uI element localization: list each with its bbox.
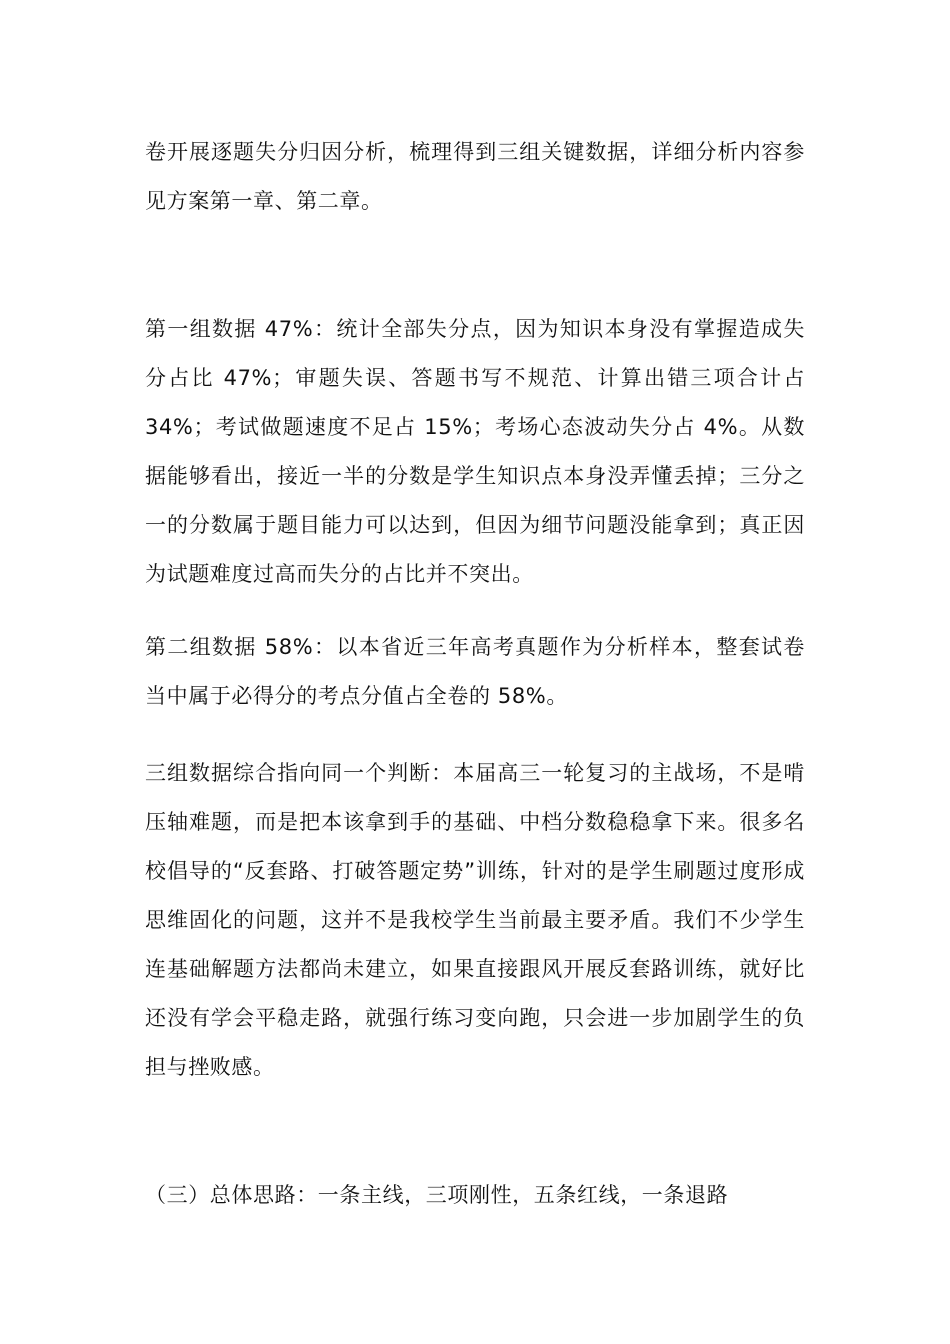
paragraph-data-conclusion: 三组数据综合指向同一个判断：本届高三一轮复习的主战场，不是啃压轴难题，而是把本该拿到手的基础、中档分数稳稳拿下来。很多名校倡导的“反套路、打破答题定势”训练，针对的是学生刷题过度形成思维固化的问题，这并不是我校学生当前最主要矛盾。我们不少学生连基础解题方法都尚未建立，如果直接跟风开展反套路训练，就好比还没有学会平稳走路，就强行练习变向跑，只会进一步加剧学生的负担与挫败感。 [145,761,805,1079]
paragraph-data-group-one: 第一组数据 47%：统计全部失分点，因为知识本身没有掌握造成失分占比 47%；审题失误、答题书写不规范、计算出错三项合计占 34%；考试做题速度不足占 15%；考场心态波动失分占 4%。从数据能够看出，接近一半的分数是学生知识点本身没弄懂丢掉；三分之一的分数属于题目能力可以达到，但因为细节问题没能拿到；真正因为试题难度过高而失分的占比并不突出。 [145,317,805,586]
paragraph-analysis-intro: 卷开展逐题失分归因分析，梳理得到三组关键数据，详细分析内容参见方案第一章、第二章。 [145,140,805,213]
section-heading: （三）总体思路：一条主线，三项刚性，五条红线，一条退路 [145,1183,729,1207]
paragraph-data-group-two: 第二组数据 58%：以本省近三年高考真题作为分析样本，整套试卷当中属于必得分的考点分值占全卷的 58%。 [145,635,805,708]
